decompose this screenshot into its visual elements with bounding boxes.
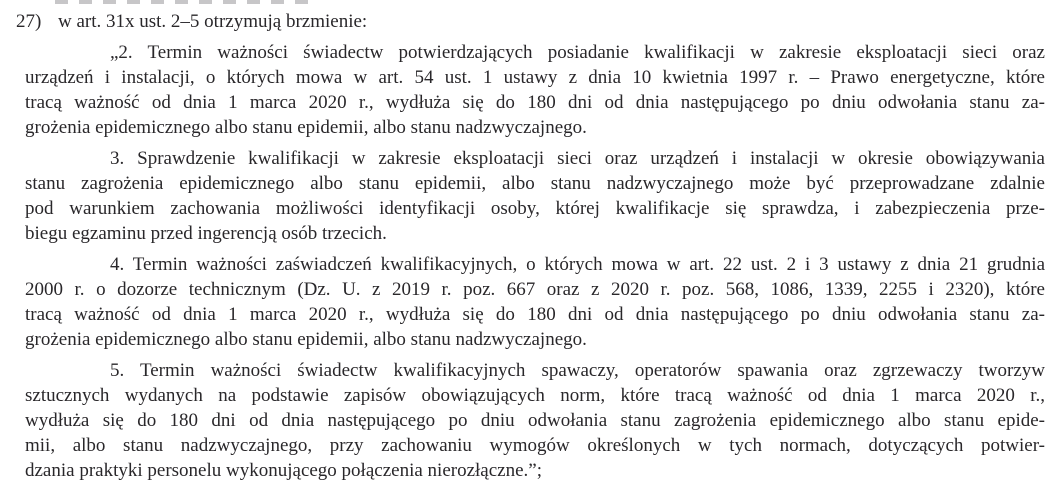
text-line: „2. Termin ważności świadectw potwierdzających posiadanie kwalifikacji w zakresie eksploatacji sieci oraz <box>110 42 1045 63</box>
text-line: dzania praktyki personelu wykonującego połączenia nierozłączne.”; <box>25 460 542 481</box>
text-line: wydłuża się do 180 dni od dnia następującego po dniu odwołania stanu zagrożenia epidemicznego albo stanu epide- <box>25 410 1045 431</box>
paragraph-ust-5 <box>25 358 1045 483</box>
text-line: sztucznych wydanych na podstawie zapisów obowiązujących norm, które tracą ważność od dnia 1 marca 2020 r., <box>25 385 1045 406</box>
text-line: biegu egzaminu przed ingerencją osób trzecich. <box>25 223 387 244</box>
text-line: 3. Sprawdzenie kwalifikacji w zakresie eksploatacji sieci oraz urządzeń i instalacji w okresie obowiązywania <box>110 148 1045 169</box>
text-line: grożenia epidemicznego albo stanu epidemii, albo stanu nadzwyczajnego. <box>25 329 587 350</box>
text-line: tracą ważność od dnia 1 marca 2020 r., wydłuża się do 180 dni od dnia następującego po dniu odwołania stanu za- <box>25 304 1045 325</box>
text-line: mii, albo stanu nadzwyczajnego, przy zachowaniu wymogów określonych w tych normach, dotyczących potwier- <box>25 435 1045 456</box>
item-number: 27) <box>16 11 42 32</box>
cropped-previous-line-artifact <box>55 0 310 4</box>
item-intro-text: w art. 31x ust. 2–5 otrzymują brzmienie: <box>58 11 368 32</box>
paragraph-ust-4 <box>25 252 1045 352</box>
paragraph-ust-3 <box>25 146 1045 246</box>
text-line: pod warunkiem zachowania możliwości identyfikacji osoby, której kwalifikacje się sprawdza, i zabezpieczenia prze- <box>25 198 1045 219</box>
text-line: 5. Termin ważności świadectw kwalifikacyjnych spawaczy, operatorów spawania oraz zgrzewaczy tworzyw <box>110 360 1045 381</box>
amendment-item-27 <box>16 9 1045 34</box>
text-line: tracą ważność od dnia 1 marca 2020 r., wydłuża się do 180 dni od dnia następującego po dniu odwołania stanu za- <box>25 92 1045 113</box>
text-line: urządzeń i instalacji, o których mowa w art. 54 ust. 1 ustawy z dnia 10 kwietnia 1997 r. – Prawo energetyczne, które <box>25 67 1045 88</box>
text-line: 4. Termin ważności zaświadczeń kwalifikacyjnych, o których mowa w art. 22 ust. 2 i 3 ustawy z dnia 21 grudnia <box>110 254 1045 275</box>
text-line: grożenia epidemicznego albo stanu epidemii, albo stanu nadzwyczajnego. <box>25 117 587 138</box>
text-line: stanu zagrożenia epidemicznego albo stanu epidemii, albo stanu nadzwyczajnego może być przeprowadzane zdalnie <box>25 173 1045 194</box>
paragraph-ust-2 <box>25 40 1045 140</box>
text-line: 2000 r. o dozorze technicznym (Dz. U. z 2019 r. poz. 667 oraz z 2020 r. poz. 568, 1086, 1339, 2255 i 2320), które <box>25 279 1045 300</box>
